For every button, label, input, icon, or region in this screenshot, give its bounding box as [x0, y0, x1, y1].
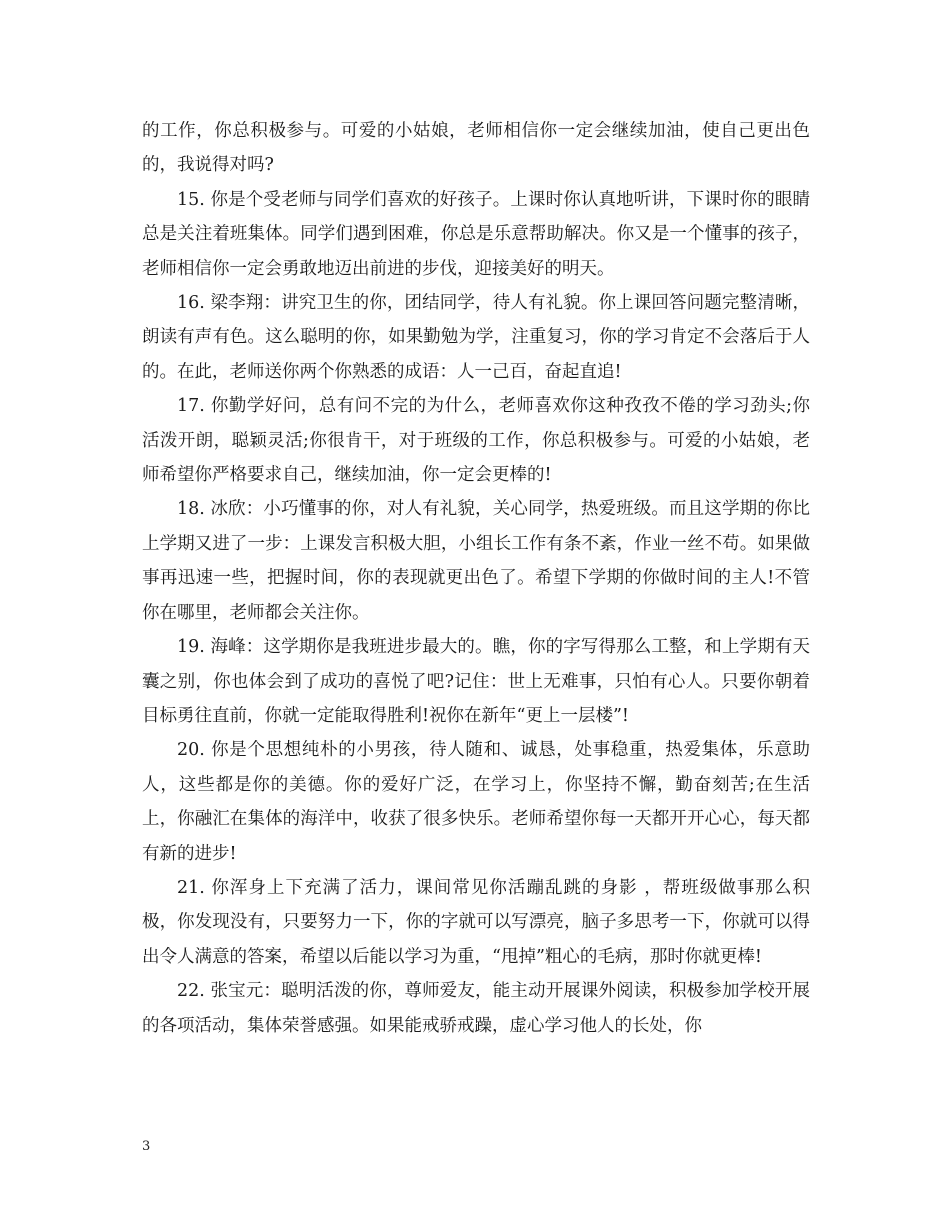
paragraph-comment-15: 15. 你是个受老师与同学们喜欢的好孩子。上课时你认真地听讲，下课时你的眼睛总是关注着班集体。同学们遇到困难，你总是乐意帮助解决。你又是一个懂事的孩子，老师相信你一定会勇敢地迈出前进的步伐，迎接美好的明天。 [142, 189, 810, 279]
paragraph-continuation: 的工作，你总积极参与。可爱的小姑娘，老师相信你一定会继续加油，使自己更出色的，我说得对吗? [142, 121, 810, 176]
paragraph-comment-18: 18. 冰欣：小巧懂事的你，对人有礼貌，关心同学，热爱班级。而且这学期的你比上学期又进了一步：上课发言积极大胆，小组长工作有条不紊，作业一丝不苟。如果做事再迅速一些，把握时间，你的表现就更出色了。希望下学期的你做时间的主人!不管你在哪里，老师都会关注你。 [142, 499, 810, 623]
paragraph-comment-20: 20. 你是个思想纯朴的小男孩，待人随和、诚恳，处事稳重，热爱集体，乐意助人，这些都是你的美德。你的爱好广泛，在学习上，你坚持不懈，勤奋刻苦;在生活上，你融汇在集体的海洋中，收获了很多快乐。老师希望你每一天都开开心心，每天都有新的进步! [142, 740, 810, 864]
paragraph-comment-16: 16. 梁李翔：讲究卫生的你，团结同学，待人有礼貌。你上课回答问题完整清晰，朗读有声有色。这么聪明的你，如果勤勉为学，注重复习，你的学习肯定不会落后于人的。在此，老师送你两个你熟悉的成语：人一己百，奋起直追! [142, 293, 810, 382]
paragraph-comment-21: 21. 你浑身上下充满了活力，课间常见你活蹦乱跳的身影 ，帮班级做事那么积极，你发现没有，只要努力一下，你的字就可以写漂亮，脑子多思考一下，你就可以得出令人满意的答案，希望以后能以学习为重，“甩掉”粗心的毛病，那时你就更棒! [142, 877, 810, 967]
page-number: 3 [142, 1139, 151, 1154]
paragraph-comment-19: 19. 海峰：这学期你是我班进步最大的。瞧，你的字写得那么工整，和上学期有天囊之别，你也体会到了成功的喜悦了吧?记住：世上无难事，只怕有心人。只要你朝着目标勇往直前，你就一定能取得胜利!祝你在新年“更上一层楼”! [142, 637, 810, 726]
document-body [142, 114, 810, 1043]
paragraph-comment-17: 17. 你勤学好问，总有问不完的为什么，老师喜欢你这种孜孜不倦的学习劲头;你活泼开朗，聪颖灵活;你很肯干，对于班级的工作，你总积极参与。可爱的小姑娘，老师希望你严格要求自己，继续加油，你一定会更棒的! [142, 396, 810, 486]
paragraph-comment-22: 22. 张宝元：聪明活泼的你，尊师爱友，能主动开展课外阅读，积极参加学校开展的各项活动，集体荣誉感强。如果能戒骄戒躁，虚心学习他人的长处，你 [142, 981, 810, 1036]
